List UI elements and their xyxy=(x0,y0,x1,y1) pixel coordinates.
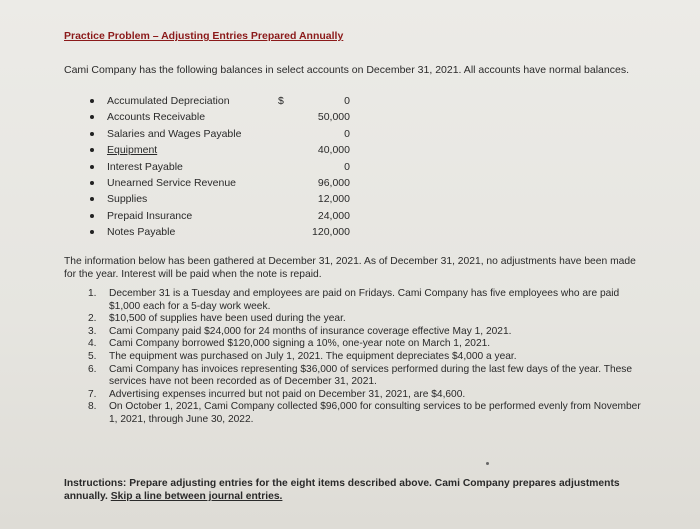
bullet-icon xyxy=(90,230,94,234)
item-number: 8. xyxy=(88,401,97,413)
instructions-text: Instructions: Prepare adjusting entries for the eight items described above. Cami Company prepares adjustments annually. xyxy=(64,478,620,502)
bullet-icon xyxy=(90,132,94,136)
list-item xyxy=(88,351,648,364)
item-text: Cami Company has invoices representing $36,000 of services performed during the last few days of the year. These services have not been recorded as of December 31, 2021. xyxy=(109,363,633,388)
list-item xyxy=(90,142,350,158)
list-item xyxy=(90,224,350,240)
account-amount: 0 xyxy=(344,127,350,140)
item-text: Cami Company paid $24,000 for 24 months of insurance coverage effective May 1, 2021. xyxy=(109,325,512,337)
account-amount: 12,000 xyxy=(317,193,350,206)
account-name: Interest Payable xyxy=(107,160,183,173)
adjustment-items-list xyxy=(88,288,648,427)
bullet-icon xyxy=(90,197,94,201)
instructions-paragraph xyxy=(64,477,624,503)
account-name: Supplies xyxy=(107,193,148,206)
bullet-icon xyxy=(90,115,94,119)
intro-paragraph: Cami Company has the following balances in select accounts on December 31, 2021. All accounts have normal balances. xyxy=(64,64,629,76)
item-number: 1. xyxy=(88,288,97,299)
item-text: December 31 is a Tuesday and employees are paid on Fridays. Cami Company has five employees who are paid $1,000 each for a 5-day work week. xyxy=(109,288,620,312)
list-item xyxy=(90,93,350,109)
item-number: 6. xyxy=(88,363,97,375)
account-amount: 40,000 xyxy=(317,144,350,157)
account-amount: 50,000 xyxy=(317,111,350,124)
instructions-note: Skip a line between journal entries. xyxy=(110,491,283,502)
item-text: Cami Company borrowed $120,000 signing a 10%, one-year note on March 1, 2021. xyxy=(109,338,491,350)
item-number: 5. xyxy=(88,350,97,362)
list-item xyxy=(88,326,648,339)
account-name: Accumulated Depreciation xyxy=(107,95,230,107)
account-amount: 0 xyxy=(344,160,350,173)
list-item xyxy=(90,208,350,224)
account-name: Prepaid Insurance xyxy=(107,209,193,222)
item-text: Advertising expenses incurred but not paid on December 31, 2021, are $4,600. xyxy=(109,388,466,400)
item-number: 2. xyxy=(88,313,97,325)
account-amount: 24,000 xyxy=(317,209,350,222)
bullet-icon xyxy=(90,99,94,103)
account-amount: 120,000 xyxy=(312,226,350,239)
account-balances-list xyxy=(90,93,350,241)
account-name: Salaries and Wages Payable xyxy=(107,127,242,140)
account-name: Unearned Service Revenue xyxy=(107,176,236,189)
account-name: Equipment xyxy=(107,144,158,157)
list-item xyxy=(90,126,350,142)
list-item xyxy=(88,288,648,313)
list-item xyxy=(90,109,350,125)
currency-symbol: $ xyxy=(278,95,284,107)
item-text: $10,500 of supplies have been used during the year. xyxy=(109,313,346,325)
item-text: The equipment was purchased on July 1, 2021. The equipment depreciates $4,000 a year. xyxy=(109,350,517,362)
stray-mark xyxy=(486,462,489,465)
list-item xyxy=(90,191,350,207)
list-item xyxy=(88,389,648,402)
account-name: Accounts Receivable xyxy=(107,111,206,124)
account-amount: 96,000 xyxy=(317,176,350,189)
list-item xyxy=(90,159,350,175)
list-item xyxy=(90,175,350,191)
info-paragraph: The information below has been gathered at December 31, 2021. As of December 31, 2021, no adjustments have been made for the year. Interest will be paid when the note is repaid. xyxy=(64,256,636,280)
bullet-icon xyxy=(90,214,94,218)
page-title: Practice Problem – Adjusting Entries Prepared Annually xyxy=(64,30,344,42)
list-item xyxy=(88,338,648,351)
bullet-icon xyxy=(90,181,94,185)
account-name: Notes Payable xyxy=(107,226,176,239)
bullet-icon xyxy=(90,165,94,169)
item-number: 7. xyxy=(88,388,97,400)
item-number: 4. xyxy=(88,338,97,350)
list-item xyxy=(88,364,648,389)
item-text: On October 1, 2021, Cami Company collected $96,000 for consulting services to be performed evenly from November 1, 2021, through June 30, 2022. xyxy=(109,401,641,425)
list-item xyxy=(88,401,648,426)
item-number: 3. xyxy=(88,325,97,337)
account-amount: 0 xyxy=(344,95,350,107)
list-item xyxy=(88,313,648,326)
bullet-icon xyxy=(90,148,94,152)
